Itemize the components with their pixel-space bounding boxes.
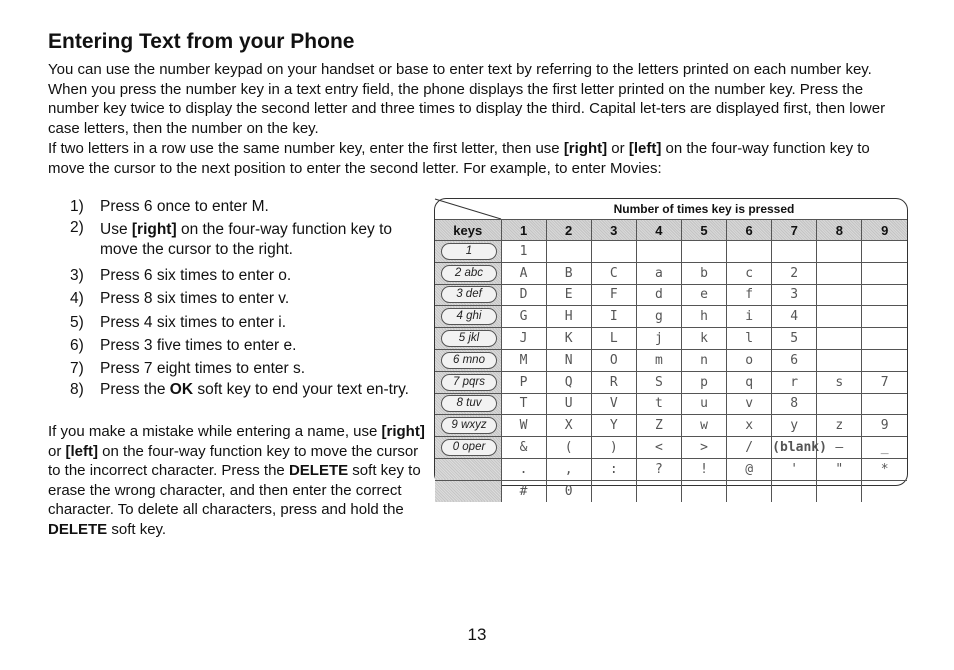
char-cell: j (636, 328, 681, 350)
step-item: 6) Press 3 five times to enter e. (70, 336, 297, 354)
char-cell (681, 480, 726, 501)
table-row (435, 349, 907, 371)
char-cell: n (681, 349, 726, 371)
key-cell (435, 393, 501, 415)
char-cell (636, 480, 681, 501)
char-cell: g (636, 306, 681, 328)
char-cell (772, 241, 817, 263)
char-cell: < (636, 437, 681, 459)
header-diagonal-line (435, 199, 501, 219)
keycap-icon: 0 oper (441, 439, 497, 456)
char-cell: M (501, 349, 546, 371)
mistake-paragraph: If you make a mistake while entering a name, use [right] or [left] on the four-way function key to move the cursor to the incorrect character. Press the DELETE soft key to erase the wrong character, and then enter the correct character. To delete all characters, press and hold the DELETE soft key. (48, 423, 425, 538)
key-cell (435, 480, 501, 501)
step-item: 1) Press 6 once to enter M. (70, 198, 269, 215)
char-cell: _ (862, 437, 907, 459)
char-cell (862, 349, 907, 371)
char-cell: ) (591, 437, 636, 459)
char-cell (817, 284, 862, 306)
char-cell: > (681, 437, 726, 459)
char-cell: L (591, 328, 636, 350)
key-cell (435, 349, 501, 371)
character-grid (435, 219, 907, 502)
keycap-icon: 5 jkl (441, 330, 497, 347)
char-cell: q (727, 371, 772, 393)
char-cell: . (501, 458, 546, 480)
char-cell: W (501, 415, 546, 437)
char-cell (817, 480, 862, 501)
char-cell (817, 349, 862, 371)
char-cell: m (636, 349, 681, 371)
char-cell: I (591, 306, 636, 328)
char-cell: & (501, 437, 546, 459)
char-cell: 1 (501, 241, 546, 263)
page-title: Entering Text from your Phone (48, 30, 355, 53)
column-header-9: 9 (862, 220, 907, 241)
char-cell: – (817, 437, 862, 459)
char-cell: N (546, 349, 591, 371)
char-cell: d (636, 284, 681, 306)
char-cell: o (727, 349, 772, 371)
char-cell: / (727, 437, 772, 459)
table-row (435, 284, 907, 306)
char-cell: ! (681, 458, 726, 480)
char-cell: e (681, 284, 726, 306)
char-cell: F (591, 284, 636, 306)
char-cell: y (772, 415, 817, 437)
char-cell: P (501, 371, 546, 393)
char-cell: C (591, 262, 636, 284)
char-cell: " (817, 458, 862, 480)
char-cell (681, 241, 726, 263)
intro-paragraph: You can use the number keypad on your handset or base to enter text by referring to the letters printed on each number key. When you press the number key in a text entry field, the phone displays the first letter printed on the number key. Press the number key twice to display the second letter and three times to display the third. Capital let-ters are displayed first, then lower case letters, then the number on the key. (48, 61, 886, 137)
char-cell: J (501, 328, 546, 350)
char-cell: Q (546, 371, 591, 393)
char-cell: w (681, 415, 726, 437)
char-cell: c (727, 262, 772, 284)
key-cell (435, 415, 501, 437)
char-cell: ? (636, 458, 681, 480)
char-cell (862, 328, 907, 350)
table-row (435, 437, 907, 459)
char-cell: V (591, 393, 636, 415)
char-cell: @ (727, 458, 772, 480)
char-cell: # (501, 480, 546, 501)
char-cell: Y (591, 415, 636, 437)
char-cell: 8 (772, 393, 817, 415)
column-header-1: 1 (501, 220, 546, 241)
char-cell (636, 241, 681, 263)
char-cell: 2 (772, 262, 817, 284)
step-item: 3) Press 6 six times to enter o. (70, 267, 292, 285)
keycap-icon: 2 abc (441, 265, 497, 282)
char-cell: 7 (862, 371, 907, 393)
two-letters-paragraph: If two letters in a row use the same number key, enter the first letter, then use [right] or [left] on the four-way function key to move the cursor to the next position to enter the second letter. For example, to enter Movies: (48, 140, 870, 177)
char-cell (591, 241, 636, 263)
char-cell: A (501, 262, 546, 284)
char-cell: ' (772, 458, 817, 480)
char-cell: r (772, 371, 817, 393)
char-cell: l (727, 328, 772, 350)
char-cell: i (727, 306, 772, 328)
column-header-7: 7 (772, 220, 817, 241)
char-cell: p (681, 371, 726, 393)
key-cell (435, 371, 501, 393)
char-cell: k (681, 328, 726, 350)
char-cell: b (681, 262, 726, 284)
char-cell: a (636, 262, 681, 284)
char-cell: x (727, 415, 772, 437)
table-row (435, 241, 907, 263)
table-row (435, 458, 907, 480)
table-row (435, 480, 907, 501)
key-cell (435, 262, 501, 284)
char-cell (817, 262, 862, 284)
keycap-icon: 3 def (441, 286, 497, 303)
char-cell: h (681, 306, 726, 328)
step-item: 4) Press 8 six times to enter v. (70, 290, 290, 308)
table-row (435, 262, 907, 284)
char-cell: u (681, 393, 726, 415)
char-cell (817, 241, 862, 263)
char-cell (546, 241, 591, 263)
steps-list (64, 195, 424, 404)
char-cell (862, 241, 907, 263)
char-cell: : (591, 458, 636, 480)
char-cell (772, 480, 817, 501)
key-cell (435, 328, 501, 350)
key-cell (435, 458, 501, 480)
char-cell (727, 480, 772, 501)
char-cell: D (501, 284, 546, 306)
table-row (435, 393, 907, 415)
keycap-icon: 9 wxyz (441, 417, 497, 434)
char-cell: 3 (772, 284, 817, 306)
char-cell: 9 (862, 415, 907, 437)
char-cell (862, 393, 907, 415)
key-cell (435, 437, 501, 459)
table-row (435, 371, 907, 393)
column-header-5: 5 (681, 220, 726, 241)
char-cell (817, 328, 862, 350)
key-cell (435, 284, 501, 306)
char-cell: R (591, 371, 636, 393)
column-header-6: 6 (727, 220, 772, 241)
character-table (434, 198, 908, 499)
char-cell: s (817, 371, 862, 393)
char-cell: t (636, 393, 681, 415)
char-cell: 6 (772, 349, 817, 371)
table-row (435, 306, 907, 328)
char-cell: 4 (772, 306, 817, 328)
char-cell: U (546, 393, 591, 415)
char-cell (862, 480, 907, 501)
char-cell (727, 241, 772, 263)
keycap-icon: 1 (441, 243, 497, 260)
char-cell (862, 284, 907, 306)
char-cell (817, 393, 862, 415)
table-header-row (435, 220, 907, 241)
column-header-2: 2 (546, 220, 591, 241)
char-cell: G (501, 306, 546, 328)
keycap-icon: 8 tuv (441, 395, 497, 412)
column-header-3: 3 (591, 220, 636, 241)
key-cell (435, 306, 501, 328)
char-cell: K (546, 328, 591, 350)
step-item: 8) Press the OK soft key to end your text en-try. (70, 381, 409, 399)
char-cell: Z (636, 415, 681, 437)
char-cell (591, 480, 636, 501)
char-cell: * (862, 458, 907, 480)
key-cell (435, 241, 501, 263)
char-cell: E (546, 284, 591, 306)
char-cell: 5 (772, 328, 817, 350)
char-cell: X (546, 415, 591, 437)
char-cell (817, 306, 862, 328)
step-item: 7) Press 7 eight times to enter s. (70, 360, 306, 378)
step-item: 2) Use [right] on the four-way function key to move the cursor to the right. (70, 219, 393, 259)
column-header-8: 8 (817, 220, 862, 241)
keycap-icon: 4 ghi (441, 308, 497, 325)
char-cell: v (727, 393, 772, 415)
page-number: 13 (467, 625, 487, 644)
char-cell: z (817, 415, 862, 437)
char-cell: f (727, 284, 772, 306)
table-row (435, 328, 907, 350)
keycap-icon: 7 pqrs (441, 374, 497, 391)
char-cell: O (591, 349, 636, 371)
table-row (435, 415, 907, 437)
char-cell: (blank) (772, 437, 817, 459)
char-cell: T (501, 393, 546, 415)
step-item: 5) Press 4 six times to enter i. (70, 313, 287, 331)
char-cell (862, 262, 907, 284)
column-header-4: 4 (636, 220, 681, 241)
char-cell: 0 (546, 480, 591, 501)
char-cell: H (546, 306, 591, 328)
keys-header: keys (435, 220, 501, 241)
char-cell: S (636, 371, 681, 393)
keycap-icon: 6 mno (441, 352, 497, 369)
char-cell: ( (546, 437, 591, 459)
char-cell: , (546, 458, 591, 480)
table-title: Number of times key is pressed (613, 202, 795, 216)
char-cell: B (546, 262, 591, 284)
char-cell (862, 306, 907, 328)
